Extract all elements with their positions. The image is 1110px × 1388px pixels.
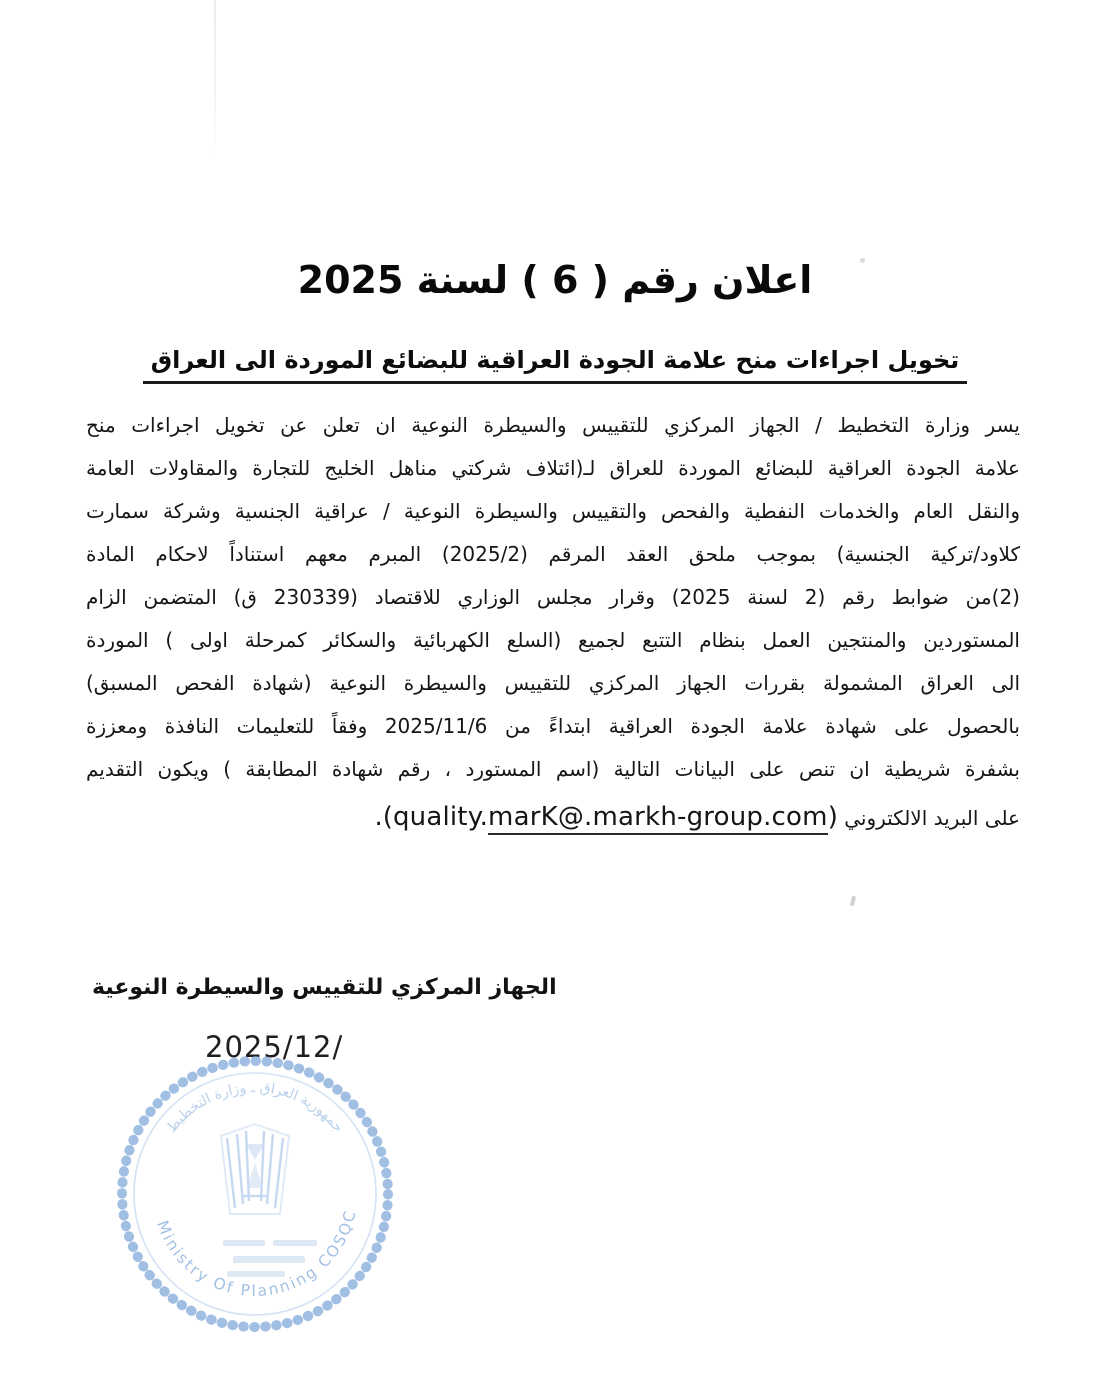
body-line: (2)من ضوابط رقم (2 لسنة 2025) وقرار مجلس الوزاري للاقتصاد (230339 ق) المتضمن الزام (86, 585, 1020, 609)
body-line: يسر وزارة التخطيط / الجهاز المركزي للتقييس والسيطرة النوعية ان تعلن عن تخويل اجراءات منح (86, 413, 1020, 437)
stamp-arabic-arc-text: جمهورية العراق ـ وزارة التخطيط (163, 1079, 347, 1136)
scan-speck (850, 896, 856, 907)
body-paragraph (86, 404, 1020, 791)
scan-crease-mark (214, 0, 216, 158)
body-line: كلاود/تركية الجنسية) بموجب ملحق العقد المرقم (2025/2) المبرم معهم استناداً لاحكام المادة (86, 542, 1020, 566)
announcement-title: اعلان رقم ( 6 ) لسنة 2025 (297, 258, 813, 302)
email-address: marK@.markh-group.com (488, 802, 828, 835)
email-label: على البريد الالكتروني (837, 806, 1020, 830)
email-close-paren: ). (374, 802, 393, 832)
signature-organization: الجهاز المركزي للتقييس والسيطرة النوعية (92, 975, 557, 1000)
body-line: بشفرة شريطية ان تنص على البيانات التالية (اسم المستورد ، رقم شهادة المطابقة ) ويكون التقديم (86, 757, 1020, 781)
body-line: المستوردين والمنتجين العمل بنظام التتبع لجميع (السلع الكهربائية والسكائر كمرحلة اولى ) الموردة (86, 628, 1020, 652)
announcement-subtitle-text: تخويل اجراءات منح علامة الجودة العراقية للبضائع الموردة الى العراق (143, 346, 968, 384)
iraq-eagle-emblem (221, 1124, 289, 1214)
body-line: الى العراق المشمولة بقررات الجهاز المركزي للتقييس والسيطرة النوعية (شهادة الفحص المسبق) (86, 671, 1020, 695)
body-line: والنقل العام والخدمات النفطية والفحص والتقييس والسيطرة النوعية / عراقية الجنسية وشركة سمارت (86, 499, 1020, 523)
body-line: علامة الجودة العراقية للبضائع الموردة للعراق لـ(ائتلاف شركتي مناهل الخليج للتجارة والمقاولات العامة (86, 456, 1020, 480)
body-line: بالحصول على شهادة علامة الجودة العراقية ابتداءً من 2025/11/6 وفقاً للتعليمات النافذة ومعززة (86, 714, 1020, 738)
signature-date: 2025/12/ (205, 1030, 344, 1064)
announcement-body (86, 404, 1020, 842)
email-open-paren: (quality. (392, 802, 838, 832)
ministry-stamp (105, 1044, 405, 1344)
stamp-english-arc-text: Ministry Of Planning COSQC (153, 1207, 360, 1301)
announcement-subtitle (0, 346, 1110, 384)
stamp-inner-ring (134, 1073, 376, 1315)
email-line (86, 793, 1020, 842)
